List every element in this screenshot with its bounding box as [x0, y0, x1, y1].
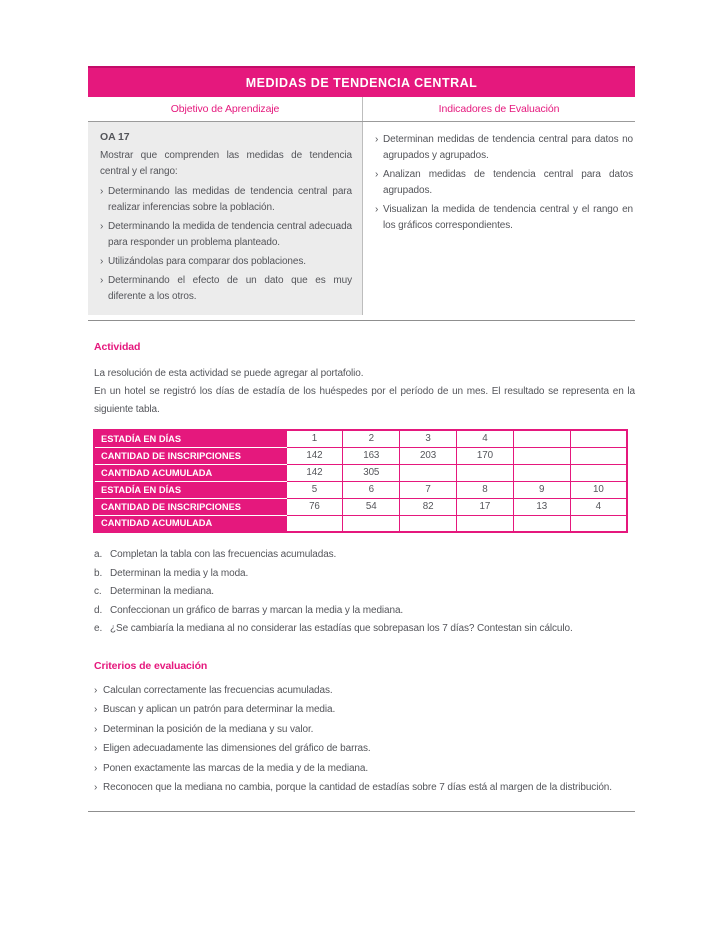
table-cell: 4 [570, 498, 627, 515]
table-cell: 8 [456, 481, 513, 498]
criterio-text: Reconocen que la mediana no cambia, porque la cantidad de estadías sobre 7 días está al margen de la distribución. [103, 782, 612, 793]
objetivo-bullet: Utilizándolas para comparar dos poblaciones. [108, 256, 306, 267]
table-cell: 1 [286, 430, 343, 447]
bullet-marker: › [100, 186, 104, 197]
table-cell [513, 464, 570, 481]
table-cell: 4 [456, 430, 513, 447]
table-row [94, 481, 627, 498]
bullet-marker: › [94, 762, 98, 774]
table-cell: 203 [400, 447, 457, 464]
bullet-marker: › [100, 256, 104, 267]
criterios-heading: Criterios de evaluación [94, 659, 208, 672]
row-label: ESTADÍA EN DÍAS [94, 481, 286, 498]
objetivo-bullet: Determinando la medida de tendencia central adecuada para responder un problema planteado. [108, 221, 352, 248]
column-header-indicadores: Indicadores de Evaluación [438, 103, 560, 115]
task-letter: c. [94, 586, 102, 597]
list-item [375, 132, 633, 164]
table-cell: 142 [286, 447, 343, 464]
bullet-marker: › [375, 169, 379, 180]
table-cell [570, 447, 627, 464]
table-cell: 17 [456, 498, 513, 515]
page-title: MEDIDAS DE TENDENCIA CENTRAL [245, 75, 478, 90]
table-cell: 305 [343, 464, 400, 481]
bullet-marker: › [100, 221, 104, 232]
table-row [94, 464, 627, 481]
list-item [94, 759, 635, 779]
row-label: CANTIDAD DE INSCRIPCIONES [94, 447, 286, 464]
task-list [88, 546, 635, 639]
table-row [94, 515, 627, 532]
table-cell: 5 [286, 481, 343, 498]
oa-code: OA 17 [100, 131, 130, 143]
column-header-objetivo: Objetivo de Aprendizaje [88, 97, 363, 121]
section-divider [88, 320, 635, 321]
table-cell: 6 [343, 481, 400, 498]
row-label: ESTADÍA EN DÍAS [94, 430, 286, 447]
table-cell: 54 [343, 498, 400, 515]
indicador-bullet: Visualizan la medida de tendencia central y el rango en los gráficos correspondientes. [383, 204, 633, 231]
list-item [375, 167, 633, 199]
task-item [94, 583, 635, 602]
list-item [94, 700, 635, 720]
table-cell: 76 [286, 498, 343, 515]
table-cell: 7 [400, 481, 457, 498]
table-cell [400, 515, 457, 532]
bullet-marker: › [100, 275, 104, 286]
table-cell: 170 [456, 447, 513, 464]
actividad-section [88, 341, 635, 419]
list-item [100, 219, 352, 251]
criterios-section [88, 660, 635, 798]
bullet-marker: › [94, 723, 98, 735]
bullet-marker: › [375, 134, 379, 145]
document-content [88, 66, 635, 812]
table-cell: 142 [286, 464, 343, 481]
table-cell [343, 515, 400, 532]
bullet-marker: › [94, 743, 98, 754]
frequency-table [93, 429, 628, 533]
task-text: ¿Se cambiaría la mediana al no considerar las estadías que sobrepasan los 7 días? Contestan sin cálculo. [110, 623, 573, 634]
table-cell [456, 464, 513, 481]
task-item [94, 565, 635, 584]
criterio-text: Calculan correctamente las frecuencias acumuladas. [103, 684, 333, 696]
table-cell: 163 [343, 447, 400, 464]
task-item [94, 602, 635, 621]
list-item [94, 681, 635, 701]
list-item [100, 254, 352, 270]
task-letter: b. [94, 567, 103, 579]
task-text: Completan la tabla con las frecuencias acumuladas. [110, 549, 337, 560]
title-banner [88, 66, 635, 97]
table-cell: 2 [343, 430, 400, 447]
task-letter: d. [94, 604, 103, 616]
task-text: Confeccionan un gráfico de barras y marcan la media y la mediana. [110, 604, 404, 616]
indicador-bullet: Analizan medidas de tendencia central para datos agrupados. [383, 169, 633, 196]
task-item [94, 620, 635, 639]
oa-intro: Mostrar que comprenden las medidas de tendencia central y el rango: [100, 150, 352, 177]
table-cell [400, 464, 457, 481]
column-header-row [88, 97, 635, 122]
bullet-marker: › [375, 204, 379, 215]
row-label: CANTIDAD ACUMULADA [94, 515, 286, 532]
row-label: CANTIDAD ACUMULADA [94, 464, 286, 481]
indicador-bullet: Determinan medidas de tendencia central para datos no agrupados y agrupados. [383, 134, 633, 161]
objetivo-column [88, 122, 363, 315]
table-row [94, 447, 627, 464]
table-cell: 13 [513, 498, 570, 515]
task-letter: a. [94, 549, 103, 560]
list-item [94, 720, 635, 740]
objetivo-bullet: Determinando las medidas de tendencia central para realizar inferencias sobre la población. [108, 186, 352, 213]
list-item [100, 273, 352, 305]
table-cell [570, 464, 627, 481]
table-cell [570, 430, 627, 447]
list-item [100, 184, 352, 216]
table-cell [513, 447, 570, 464]
bullet-marker: › [94, 782, 98, 793]
table-cell [570, 515, 627, 532]
task-letter: e. [94, 623, 103, 634]
column-body-row [88, 122, 635, 315]
table-cell: 9 [513, 481, 570, 498]
table-cell [513, 515, 570, 532]
table-cell: 3 [400, 430, 457, 447]
list-item [375, 202, 633, 234]
list-item [94, 778, 635, 798]
task-item [94, 546, 635, 565]
criterio-text: Eligen adecuadamente las dimensiones del gráfico de barras. [103, 743, 371, 754]
table-cell: 10 [570, 481, 627, 498]
table-row [94, 430, 627, 447]
criterio-text: Determinan la posición de la mediana y su valor. [103, 723, 314, 735]
row-label: CANTIDAD DE INSCRIPCIONES [94, 498, 286, 515]
list-item [94, 739, 635, 759]
bottom-divider [88, 811, 635, 812]
table-row [94, 498, 627, 515]
criterio-text: Ponen exactamente las marcas de la media y de la mediana. [103, 762, 369, 774]
table-cell [456, 515, 513, 532]
table-cell [513, 430, 570, 447]
indicadores-column [363, 122, 635, 315]
objetivo-bullet: Determinando el efecto de un dato que es muy diferente a los otros. [108, 275, 352, 302]
actividad-paragraph: La resolución de esta actividad se puede agregar al portafolio. [94, 368, 364, 379]
table-cell: 82 [400, 498, 457, 515]
task-text: Determinan la mediana. [110, 586, 214, 597]
table-cell [286, 515, 343, 532]
criterio-text: Buscan y aplican un patrón para determinar la media. [103, 704, 336, 715]
bullet-marker: › [94, 704, 98, 715]
actividad-heading: Actividad [94, 341, 141, 353]
task-text: Determinan la media y la moda. [110, 567, 249, 579]
actividad-paragraph: En un hotel se registró los días de estadía de los huéspedes por el período de un mes. El resultado se representa en la siguiente tabla. [94, 386, 635, 415]
bullet-marker: › [94, 684, 98, 696]
